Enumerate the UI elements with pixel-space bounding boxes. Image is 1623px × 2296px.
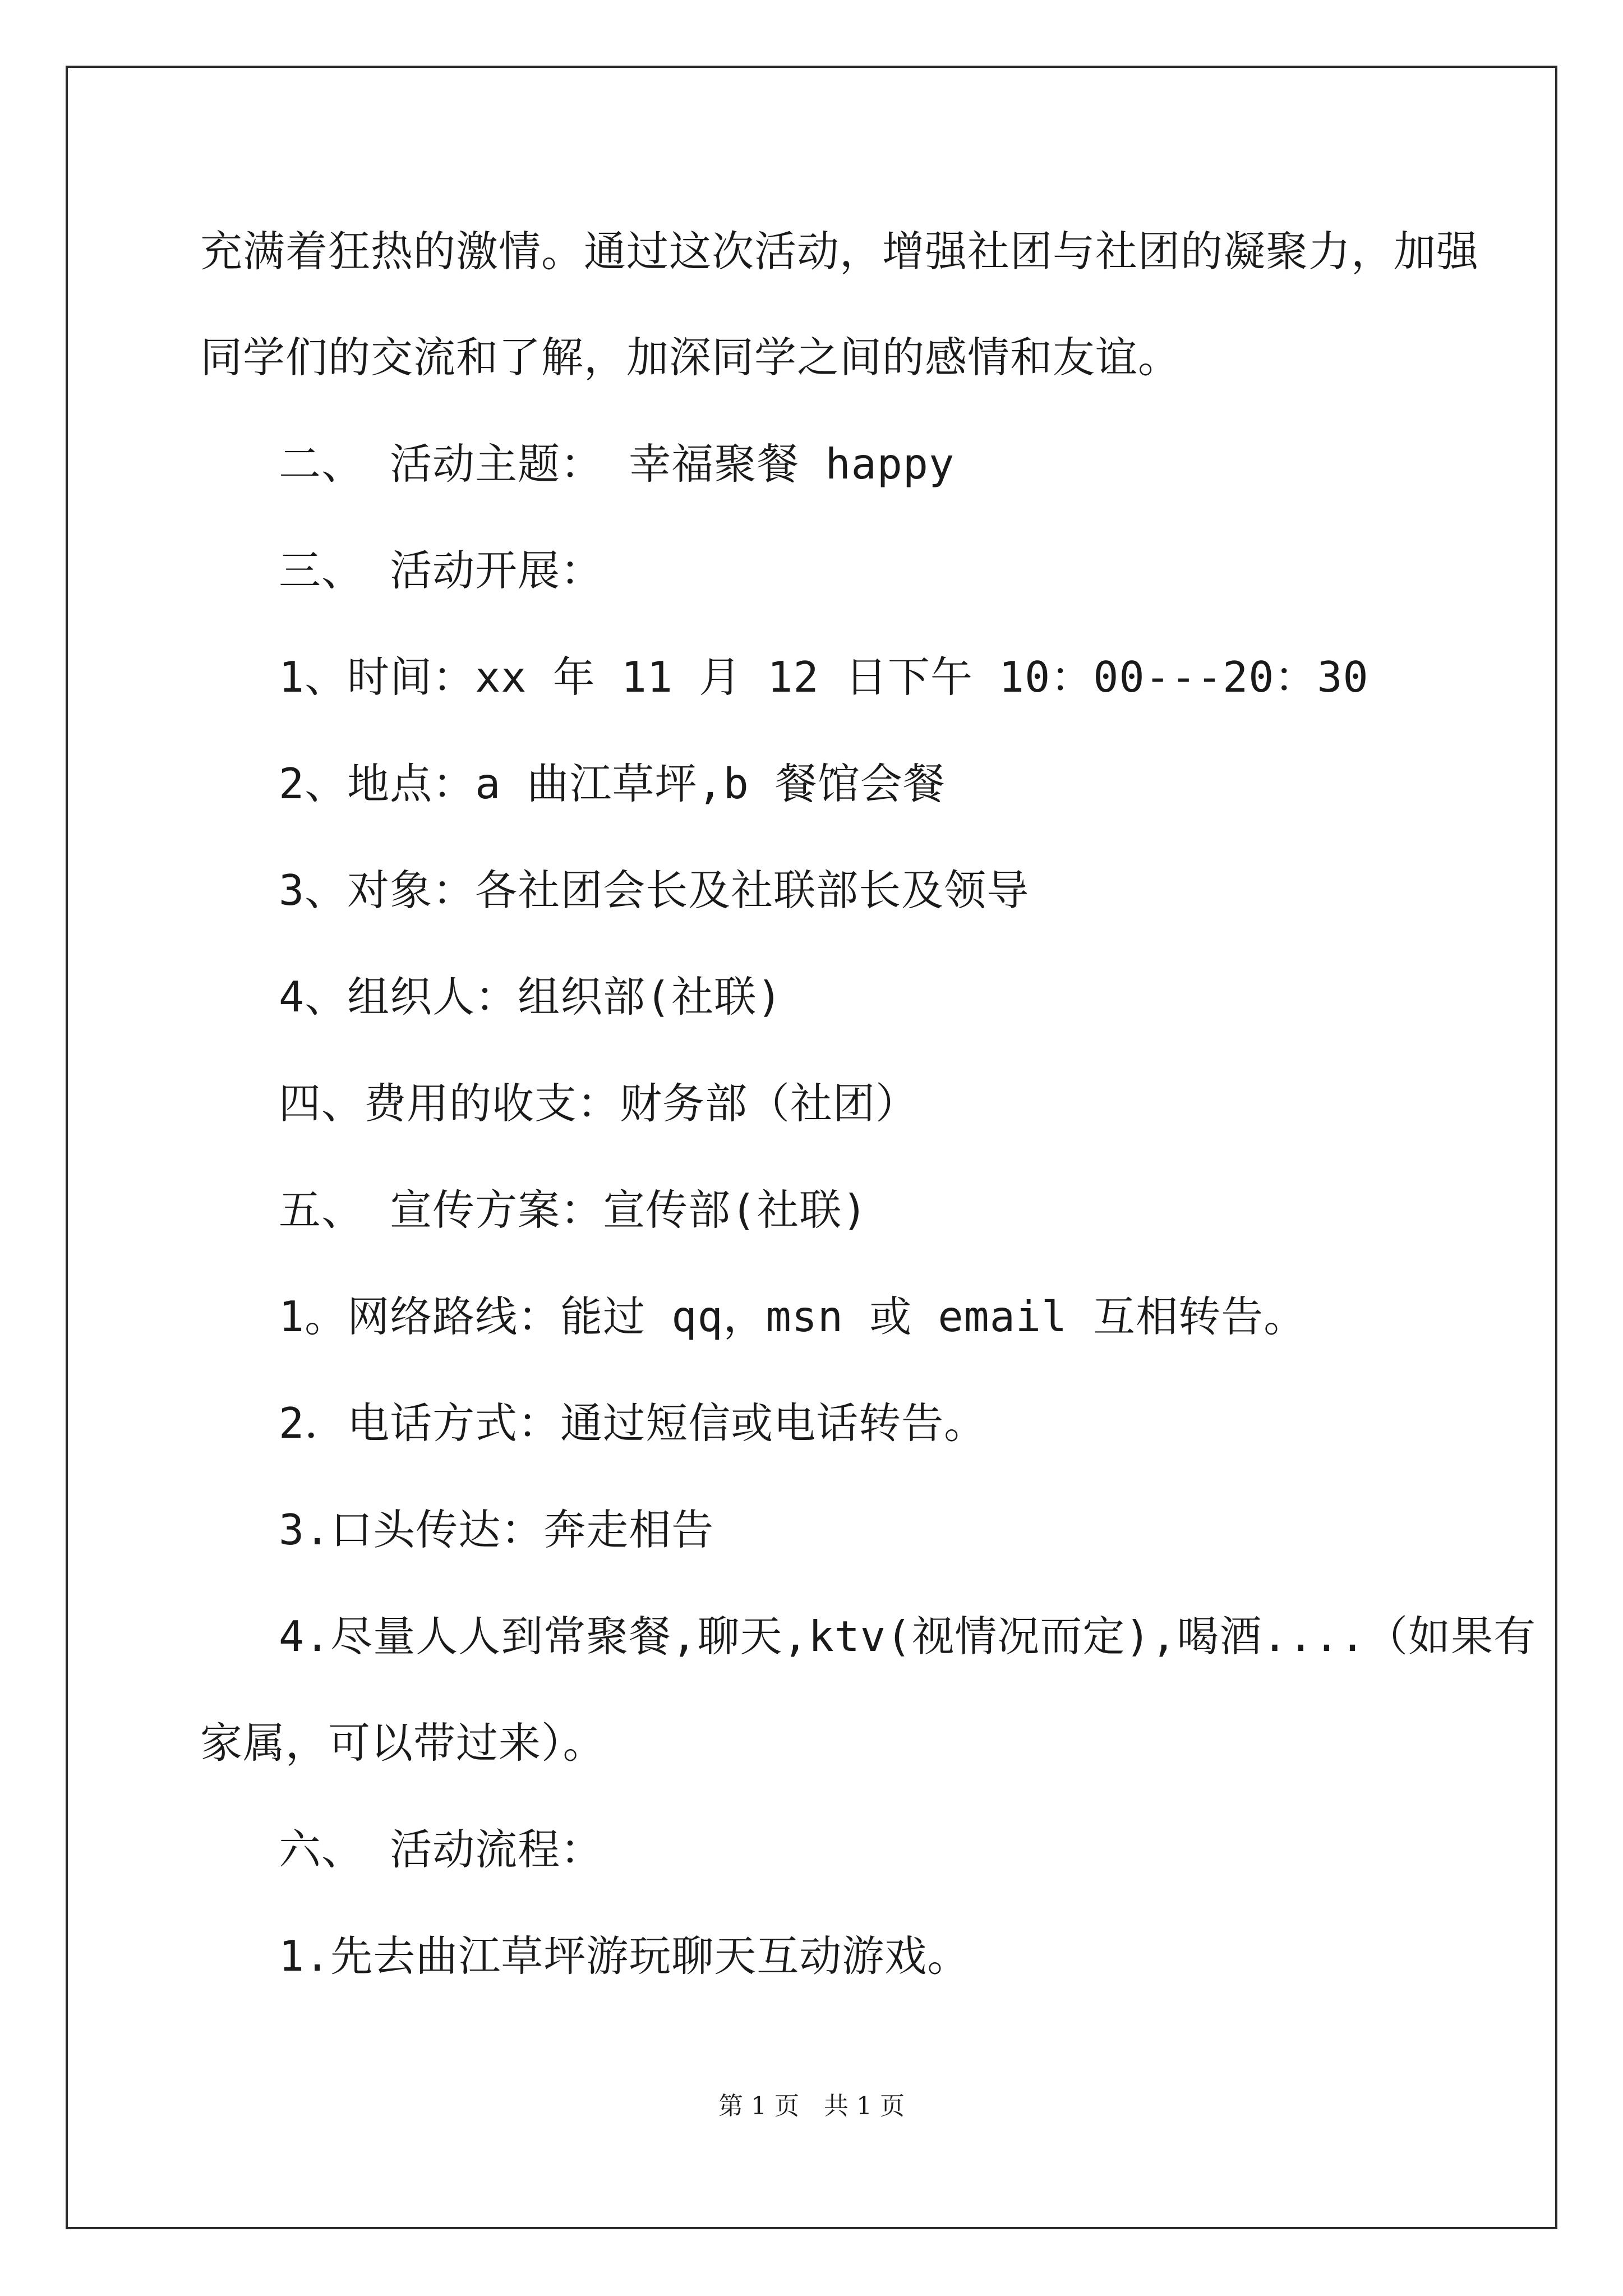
paragraph-line: 同学们的交流和了解，加深同学之间的感情和友谊。	[200, 333, 1181, 382]
list-item: 3.口头传达：奔走相告	[279, 1505, 714, 1554]
section-heading: 四、费用的收支：财务部（社团）	[279, 1079, 919, 1128]
list-item: 1.先去曲江草坪游玩聊天互动游戏。	[279, 1931, 970, 1981]
list-item: 1、时间：xx 年 11 月 12 日下午 10：00---20：30	[279, 652, 1369, 702]
section-heading: 五、 宣传方案：宣传部(社联)	[279, 1185, 868, 1235]
list-item: 4、组织人：组织部(社联)	[279, 972, 783, 1022]
section-heading: 二、 活动主题： 幸福聚餐 happy	[279, 439, 955, 489]
paragraph-line: 家属，可以带过来）。	[200, 1718, 606, 1768]
section-heading: 六、 活动流程：	[279, 1825, 603, 1874]
list-item: 2、地点：a 曲江草坪,b 餐馆会餐	[279, 759, 946, 808]
list-item: 3、对象：各社团会长及社联部长及领导	[279, 866, 1030, 915]
page-footer	[0, 2090, 1623, 2123]
paragraph-line: 充满着狂热的激情。通过这次活动，增强社团与社团的凝聚力，加强	[200, 227, 1479, 276]
page-border	[66, 66, 1557, 2229]
list-item: 4.尽量人人到常聚餐,聊天,ktv(视情况而定),喝酒....（如果有	[279, 1612, 1537, 1661]
list-item: 1。网络路线：能过 qq，msn 或 email 互相转告。	[279, 1292, 1307, 1341]
list-item: 2．电话方式：通过短信或电话转告。	[279, 1398, 987, 1448]
section-heading: 三、 活动开展：	[279, 546, 603, 595]
page-number: 第 1 页 共 1 页	[718, 2092, 905, 2120]
